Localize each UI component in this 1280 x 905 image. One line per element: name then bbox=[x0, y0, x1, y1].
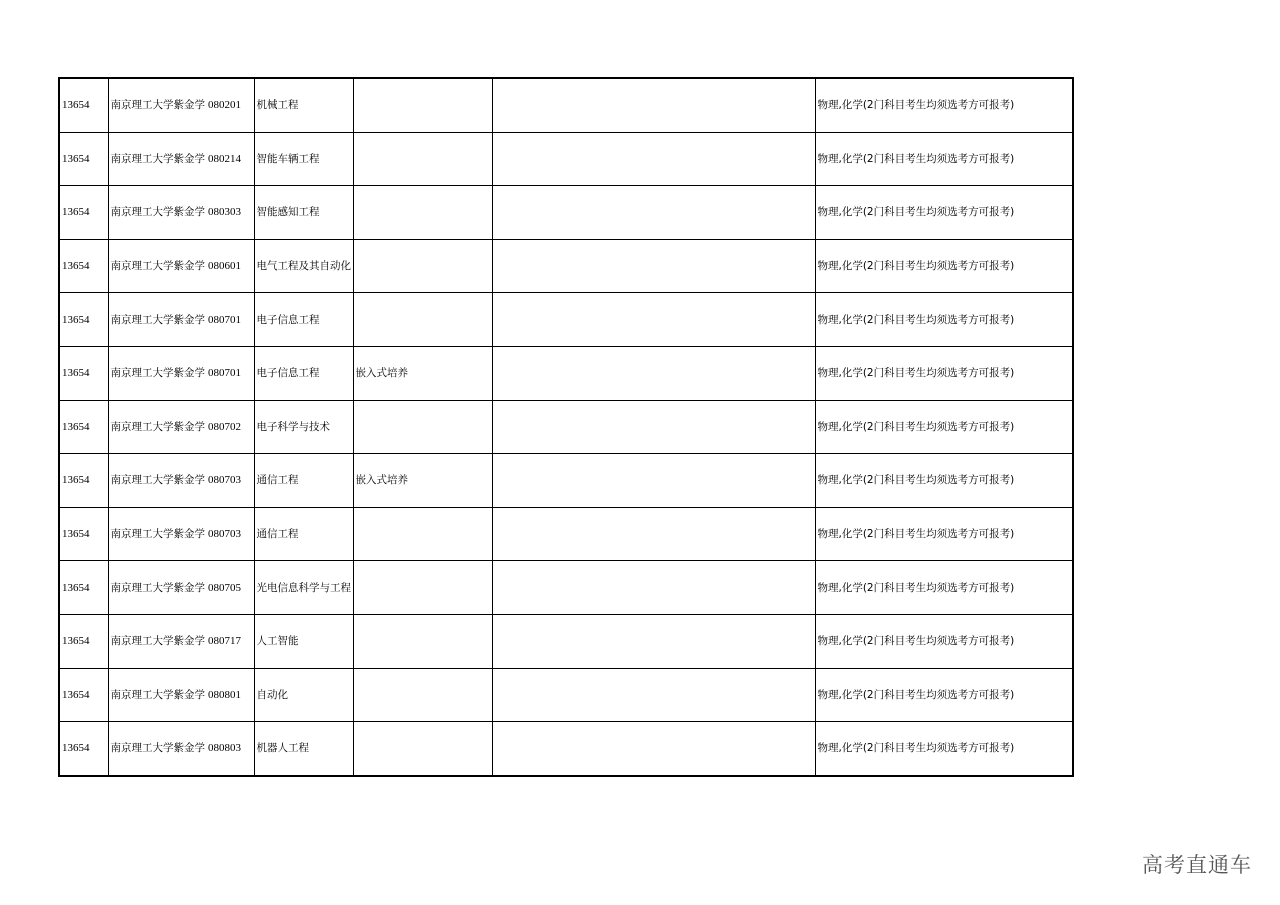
major-code-cell: 080801 bbox=[206, 668, 254, 722]
table-row bbox=[59, 293, 1073, 347]
major-code-cell: 080601 bbox=[206, 239, 254, 293]
institution-name-cell: 南京理工大学紫金学 bbox=[108, 186, 206, 240]
subject-requirement-cell: 物理,化学(2门科目考生均须选考方可报考) bbox=[815, 78, 1073, 132]
institution-code-cell: 13654 bbox=[59, 346, 108, 400]
subject-requirement-cell: 物理,化学(2门科目考生均须选考方可报考) bbox=[815, 293, 1073, 347]
remark-cell bbox=[492, 132, 815, 186]
table-row bbox=[59, 561, 1073, 615]
major-code-cell: 080701 bbox=[206, 346, 254, 400]
major-name-cell: 电子信息工程 bbox=[254, 293, 353, 347]
institution-name-cell: 南京理工大学紫金学 bbox=[108, 668, 206, 722]
institution-name-cell: 南京理工大学紫金学 bbox=[108, 722, 206, 776]
institution-code-cell: 13654 bbox=[59, 400, 108, 454]
major-code-cell: 080717 bbox=[206, 614, 254, 668]
remark-cell bbox=[492, 186, 815, 240]
remark-cell bbox=[492, 78, 815, 132]
institution-code-cell: 13654 bbox=[59, 507, 108, 561]
major-note-cell bbox=[353, 186, 492, 240]
institution-code-cell: 13654 bbox=[59, 78, 108, 132]
institution-name-cell: 南京理工大学紫金学 bbox=[108, 507, 206, 561]
major-note-cell bbox=[353, 722, 492, 776]
major-name-cell: 智能感知工程 bbox=[254, 186, 353, 240]
table-row bbox=[59, 239, 1073, 293]
remark-cell bbox=[492, 293, 815, 347]
table-row bbox=[59, 668, 1073, 722]
major-code-cell: 080201 bbox=[206, 78, 254, 132]
remark-cell bbox=[492, 239, 815, 293]
remark-cell bbox=[492, 507, 815, 561]
institution-name-cell: 南京理工大学紫金学 bbox=[108, 561, 206, 615]
institution-name-cell: 南京理工大学紫金学 bbox=[108, 239, 206, 293]
subject-requirement-cell: 物理,化学(2门科目考生均须选考方可报考) bbox=[815, 668, 1073, 722]
major-code-cell: 080705 bbox=[206, 561, 254, 615]
table-row bbox=[59, 454, 1073, 508]
subject-requirements-table bbox=[58, 77, 1074, 777]
subject-requirement-cell: 物理,化学(2门科目考生均须选考方可报考) bbox=[815, 507, 1073, 561]
institution-name-cell: 南京理工大学紫金学 bbox=[108, 293, 206, 347]
remark-cell bbox=[492, 614, 815, 668]
subject-requirement-cell: 物理,化学(2门科目考生均须选考方可报考) bbox=[815, 239, 1073, 293]
major-name-cell: 通信工程 bbox=[254, 454, 353, 508]
major-note-cell bbox=[353, 561, 492, 615]
major-name-cell: 电子科学与技术 bbox=[254, 400, 353, 454]
subject-requirement-cell: 物理,化学(2门科目考生均须选考方可报考) bbox=[815, 400, 1073, 454]
major-name-cell: 电子信息工程 bbox=[254, 346, 353, 400]
subject-requirement-cell: 物理,化学(2门科目考生均须选考方可报考) bbox=[815, 132, 1073, 186]
major-code-cell: 080303 bbox=[206, 186, 254, 240]
major-note-cell bbox=[353, 614, 492, 668]
table-row bbox=[59, 132, 1073, 186]
table-row bbox=[59, 722, 1073, 776]
institution-code-cell: 13654 bbox=[59, 668, 108, 722]
table-row bbox=[59, 346, 1073, 400]
subject-requirement-cell: 物理,化学(2门科目考生均须选考方可报考) bbox=[815, 614, 1073, 668]
major-code-cell: 080701 bbox=[206, 293, 254, 347]
major-note-cell: 嵌入式培养 bbox=[353, 346, 492, 400]
institution-name-cell: 南京理工大学紫金学 bbox=[108, 346, 206, 400]
institution-name-cell: 南京理工大学紫金学 bbox=[108, 132, 206, 186]
subject-requirement-cell: 物理,化学(2门科目考生均须选考方可报考) bbox=[815, 346, 1073, 400]
watermark: 高考直通车 bbox=[1142, 853, 1252, 877]
table-row bbox=[59, 507, 1073, 561]
remark-cell bbox=[492, 722, 815, 776]
major-note-cell bbox=[353, 507, 492, 561]
table-row bbox=[59, 614, 1073, 668]
institution-code-cell: 13654 bbox=[59, 722, 108, 776]
institution-code-cell: 13654 bbox=[59, 614, 108, 668]
remark-cell bbox=[492, 346, 815, 400]
institution-name-cell: 南京理工大学紫金学 bbox=[108, 614, 206, 668]
subject-requirement-cell: 物理,化学(2门科目考生均须选考方可报考) bbox=[815, 561, 1073, 615]
institution-code-cell: 13654 bbox=[59, 293, 108, 347]
institution-name-cell: 南京理工大学紫金学 bbox=[108, 400, 206, 454]
major-name-cell: 机器人工程 bbox=[254, 722, 353, 776]
subject-requirement-cell: 物理,化学(2门科目考生均须选考方可报考) bbox=[815, 722, 1073, 776]
major-code-cell: 080703 bbox=[206, 507, 254, 561]
major-name-cell: 电气工程及其自动化 bbox=[254, 239, 353, 293]
remark-cell bbox=[492, 454, 815, 508]
major-code-cell: 080703 bbox=[206, 454, 254, 508]
major-note-cell bbox=[353, 293, 492, 347]
major-name-cell: 智能车辆工程 bbox=[254, 132, 353, 186]
table-row bbox=[59, 186, 1073, 240]
major-note-cell bbox=[353, 132, 492, 186]
institution-code-cell: 13654 bbox=[59, 561, 108, 615]
subject-requirement-cell: 物理,化学(2门科目考生均须选考方可报考) bbox=[815, 186, 1073, 240]
institution-name-cell: 南京理工大学紫金学 bbox=[108, 78, 206, 132]
institution-code-cell: 13654 bbox=[59, 186, 108, 240]
major-name-cell: 机械工程 bbox=[254, 78, 353, 132]
institution-code-cell: 13654 bbox=[59, 239, 108, 293]
table-row bbox=[59, 400, 1073, 454]
major-name-cell: 人工智能 bbox=[254, 614, 353, 668]
major-name-cell: 通信工程 bbox=[254, 507, 353, 561]
major-code-cell: 080214 bbox=[206, 132, 254, 186]
major-name-cell: 光电信息科学与工程 bbox=[254, 561, 353, 615]
major-name-cell: 自动化 bbox=[254, 668, 353, 722]
institution-name-cell: 南京理工大学紫金学 bbox=[108, 454, 206, 508]
table-body bbox=[59, 78, 1073, 776]
major-note-cell bbox=[353, 400, 492, 454]
major-code-cell: 080803 bbox=[206, 722, 254, 776]
remark-cell bbox=[492, 400, 815, 454]
major-note-cell bbox=[353, 78, 492, 132]
institution-code-cell: 13654 bbox=[59, 454, 108, 508]
major-note-cell bbox=[353, 668, 492, 722]
major-note-cell: 嵌入式培养 bbox=[353, 454, 492, 508]
major-note-cell bbox=[353, 239, 492, 293]
remark-cell bbox=[492, 668, 815, 722]
remark-cell bbox=[492, 561, 815, 615]
major-code-cell: 080702 bbox=[206, 400, 254, 454]
subject-requirement-cell: 物理,化学(2门科目考生均须选考方可报考) bbox=[815, 454, 1073, 508]
institution-code-cell: 13654 bbox=[59, 132, 108, 186]
table-row bbox=[59, 78, 1073, 132]
